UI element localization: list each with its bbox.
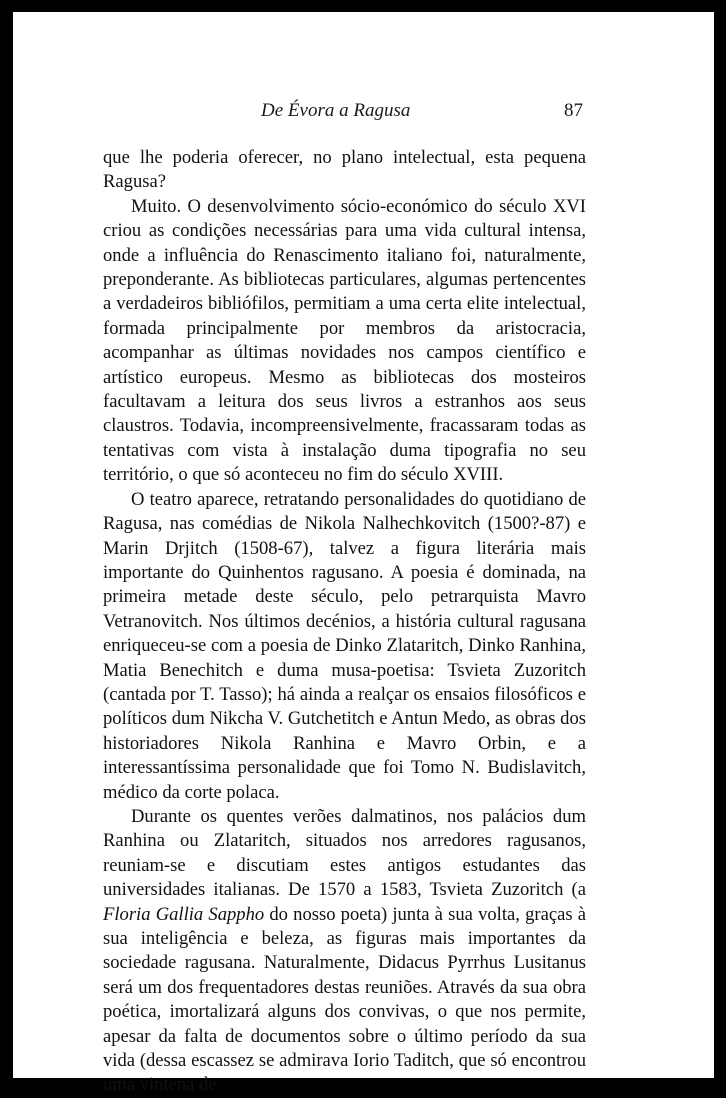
book-page	[13, 12, 714, 1096]
paragraph-theatre-poetry: O teatro aparece, retratando personalidades do quotidiano de Ragusa, nas comédias de Nikola Nalhechkovitch (1500?-87) e Marin Drjitch (1508-67), talvez a figura literária mais importante do Quinhentos ragusano. A poesia é dominada, na primeira metade deste século, pelo petrarquista Mavro Vetranovitch. Nos últimos decénios, a história cultural ragusana enriqueceu-se com a poesia de Dinko Zlataritch, Dinko Ranhina, Matia Benechitch e duma musa-poetisa: Tsvieta Zuzoritch (cantada por T. Tasso); há ainda a realçar os ensaios filosóficos e políticos dum Nikcha V. Gutchetitch e Antun Medo, as obras dos historiadores Nikola Ranhina e Mavro Orbin, e a interessantíssima personalidade que foi Tomo N. Budislavitch, médico da corte polaca.	[103, 488, 586, 803]
paragraph-text: Durante os quentes verões dalmatinos, nos palácios dum Ranhina ou Zlataritch, situados nos arredores ragusanos, reuniam-se e discutiam estes antigos estudantes das universidades italianas. De 1570 a 1583, Tsvieta Zuzoritch (a	[103, 805, 586, 901]
running-title: De Évora a Ragusa	[261, 100, 411, 121]
body-text	[103, 146, 586, 1098]
paragraph-cultural-development: Muito. O desenvolvimento sócio-económico do século XVI criou as condições necessárias para uma vida cultural intensa, onde a influência do Renascimento italiano foi, naturalmente, preponderante. As bibliotecas particulares, algumas pertencentes a verdadeiros bibliófilos, permitiam a uma certa elite intelectual, formada principalmente por membros da aristocracia, acompanhar as últimas novidades nos campos científico e artístico europeus. Mesmo as bibliotecas dos mosteiros facultavam a leitura dos seus livros a estranhos aos seus claustros. Todavia, incompreensivelmente, fracassaram todas as tentativas com vista à instalação duma tipografia no seu território, o que só aconteceu no fim do século XVIII.	[103, 195, 586, 486]
page-number: 87	[564, 100, 583, 121]
paragraph-summer-gatherings	[103, 805, 586, 1098]
paragraph-continuation: que lhe poderia oferecer, no plano intelectual, esta pequena Ragusa?	[103, 147, 586, 193]
running-head	[103, 100, 583, 128]
italic-title: Floria Gallia Sappho	[103, 903, 265, 925]
paragraph-text: do nosso poeta) junta à sua volta, graças à sua inteligência e beleza, as figuras mais importantes da sociedade ragusana. Naturalmente, Didacus Pyrrhus Lusitanus será um dos frequentadores destas reuniões. Através da sua obra poética, imortalizará alguns dos convivas, o que nos permite, apesar da falta de documentos sobre o último período da sua vida (dessa escassez se admirava Iorio Taditch, que só encontrou uma vintena de	[103, 903, 586, 1096]
